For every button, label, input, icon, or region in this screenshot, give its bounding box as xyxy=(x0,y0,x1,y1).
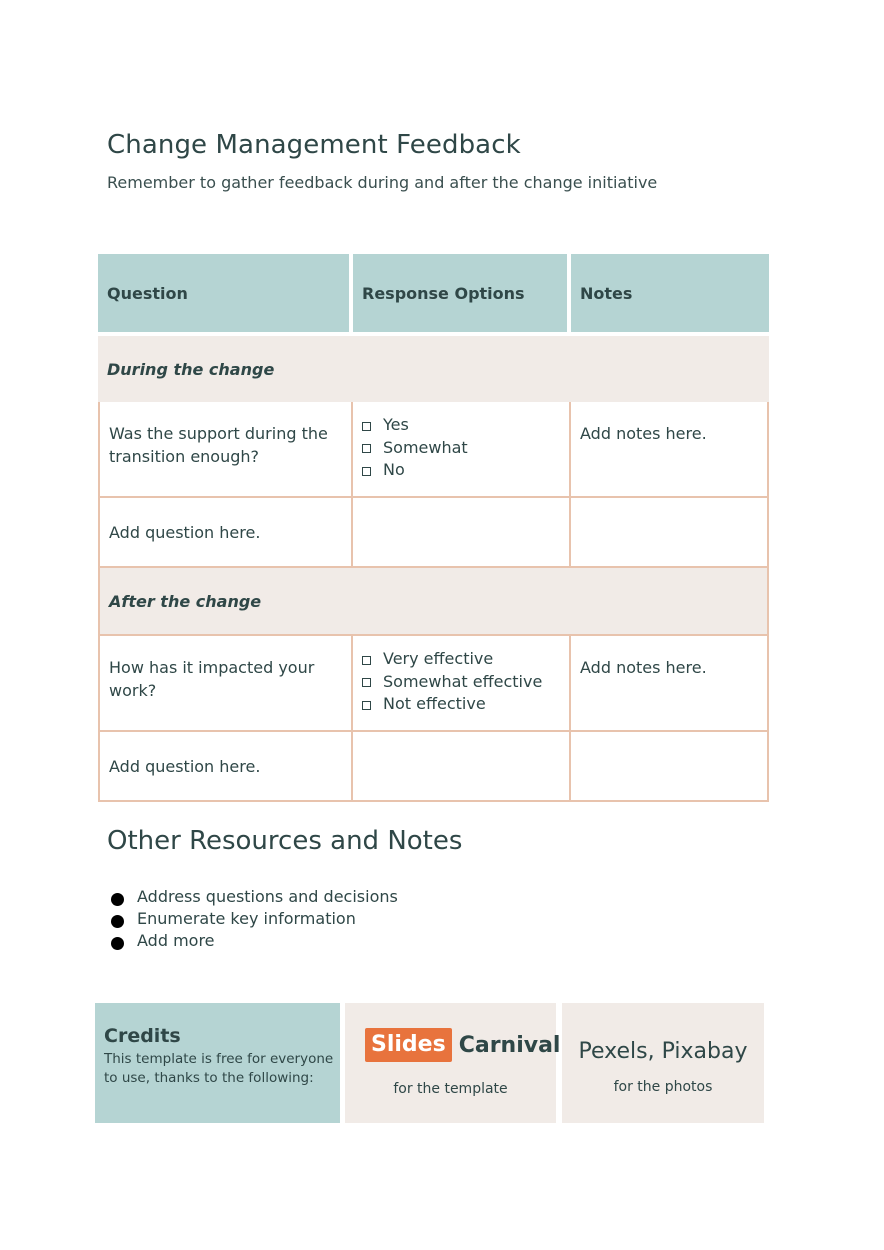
column-header-notes: Notes xyxy=(571,254,769,332)
response-option-label: Somewhat effective xyxy=(383,671,543,691)
notes-cell[interactable]: Add notes here. xyxy=(571,402,769,498)
response-option[interactable] xyxy=(362,693,560,716)
column-header-question: Question xyxy=(98,254,353,332)
response-option-label: Very effective xyxy=(383,649,494,668)
bullet-icon xyxy=(111,893,124,906)
response-option[interactable] xyxy=(362,648,560,671)
feedback-table xyxy=(98,254,769,802)
list-item-text: Enumerate key information xyxy=(137,908,356,928)
list-item-text: Address questions and decisions xyxy=(137,886,398,906)
response-option-label: Yes xyxy=(383,415,409,434)
response-option[interactable] xyxy=(362,671,560,694)
list-item-text: Add more xyxy=(137,930,215,950)
response-option[interactable] xyxy=(362,414,560,437)
credits-title: Credits xyxy=(104,1025,181,1047)
photos-caption: for the photos xyxy=(613,1079,713,1095)
question-cell[interactable]: How has it impacted your work? xyxy=(98,636,353,732)
credits-template-panel[interactable] xyxy=(345,1003,561,1123)
table-row xyxy=(98,732,769,802)
response-options-cell xyxy=(353,636,571,732)
response-option-label: Not effective xyxy=(383,694,486,713)
checkbox-icon[interactable] xyxy=(362,678,371,687)
logo-carnival-text: Carnival xyxy=(458,1032,561,1058)
bullet-icon xyxy=(111,937,124,950)
page-subtitle: Remember to gather feedback during and after the change initiative xyxy=(107,173,658,192)
section-label: After the change xyxy=(98,568,769,636)
checkbox-icon[interactable] xyxy=(362,422,371,431)
credits-text: This template is free for everyone to use, thanks to the following: xyxy=(104,1051,334,1086)
slidescarnival-logo[interactable] xyxy=(365,1028,560,1062)
section-row-after xyxy=(98,568,769,636)
table-row xyxy=(98,498,769,568)
logo-slides-text: Slides xyxy=(365,1028,452,1062)
question-cell[interactable]: Add question here. xyxy=(98,732,353,802)
column-header-response-options: Response Options xyxy=(353,254,571,332)
bullet-icon xyxy=(111,915,124,928)
question-cell[interactable]: Add question here. xyxy=(98,498,353,568)
photos-source-link[interactable]: Pexels, Pixabay xyxy=(578,1039,748,1064)
resources-title: Other Resources and Notes xyxy=(107,826,463,856)
section-label: During the change xyxy=(98,336,769,402)
response-option-label: Somewhat xyxy=(383,437,468,457)
credits-panel xyxy=(95,1003,340,1123)
template-caption: for the template xyxy=(393,1081,508,1097)
response-option-label: No xyxy=(383,460,405,479)
notes-cell[interactable]: Add notes here. xyxy=(571,636,769,732)
response-option[interactable] xyxy=(362,459,560,482)
notes-cell[interactable] xyxy=(571,732,769,802)
notes-cell[interactable] xyxy=(571,498,769,568)
response-options-cell[interactable] xyxy=(353,732,571,802)
checkbox-icon[interactable] xyxy=(362,467,371,476)
table-header-row xyxy=(98,254,769,332)
page-title: Change Management Feedback xyxy=(107,130,521,160)
section-row-during xyxy=(98,336,769,402)
list-item xyxy=(107,929,398,951)
response-option[interactable] xyxy=(362,437,560,460)
response-options-cell[interactable] xyxy=(353,498,571,568)
credits-photos-panel[interactable] xyxy=(562,1003,764,1123)
response-options-cell xyxy=(353,402,571,498)
list-item xyxy=(107,907,398,929)
list-item xyxy=(107,885,398,907)
table-row xyxy=(98,402,769,498)
checkbox-icon[interactable] xyxy=(362,656,371,665)
resources-list xyxy=(107,885,398,951)
question-cell[interactable]: Was the support during the transition enough? xyxy=(98,402,353,498)
checkbox-icon[interactable] xyxy=(362,701,371,710)
checkbox-icon[interactable] xyxy=(362,444,371,453)
table-row xyxy=(98,636,769,732)
